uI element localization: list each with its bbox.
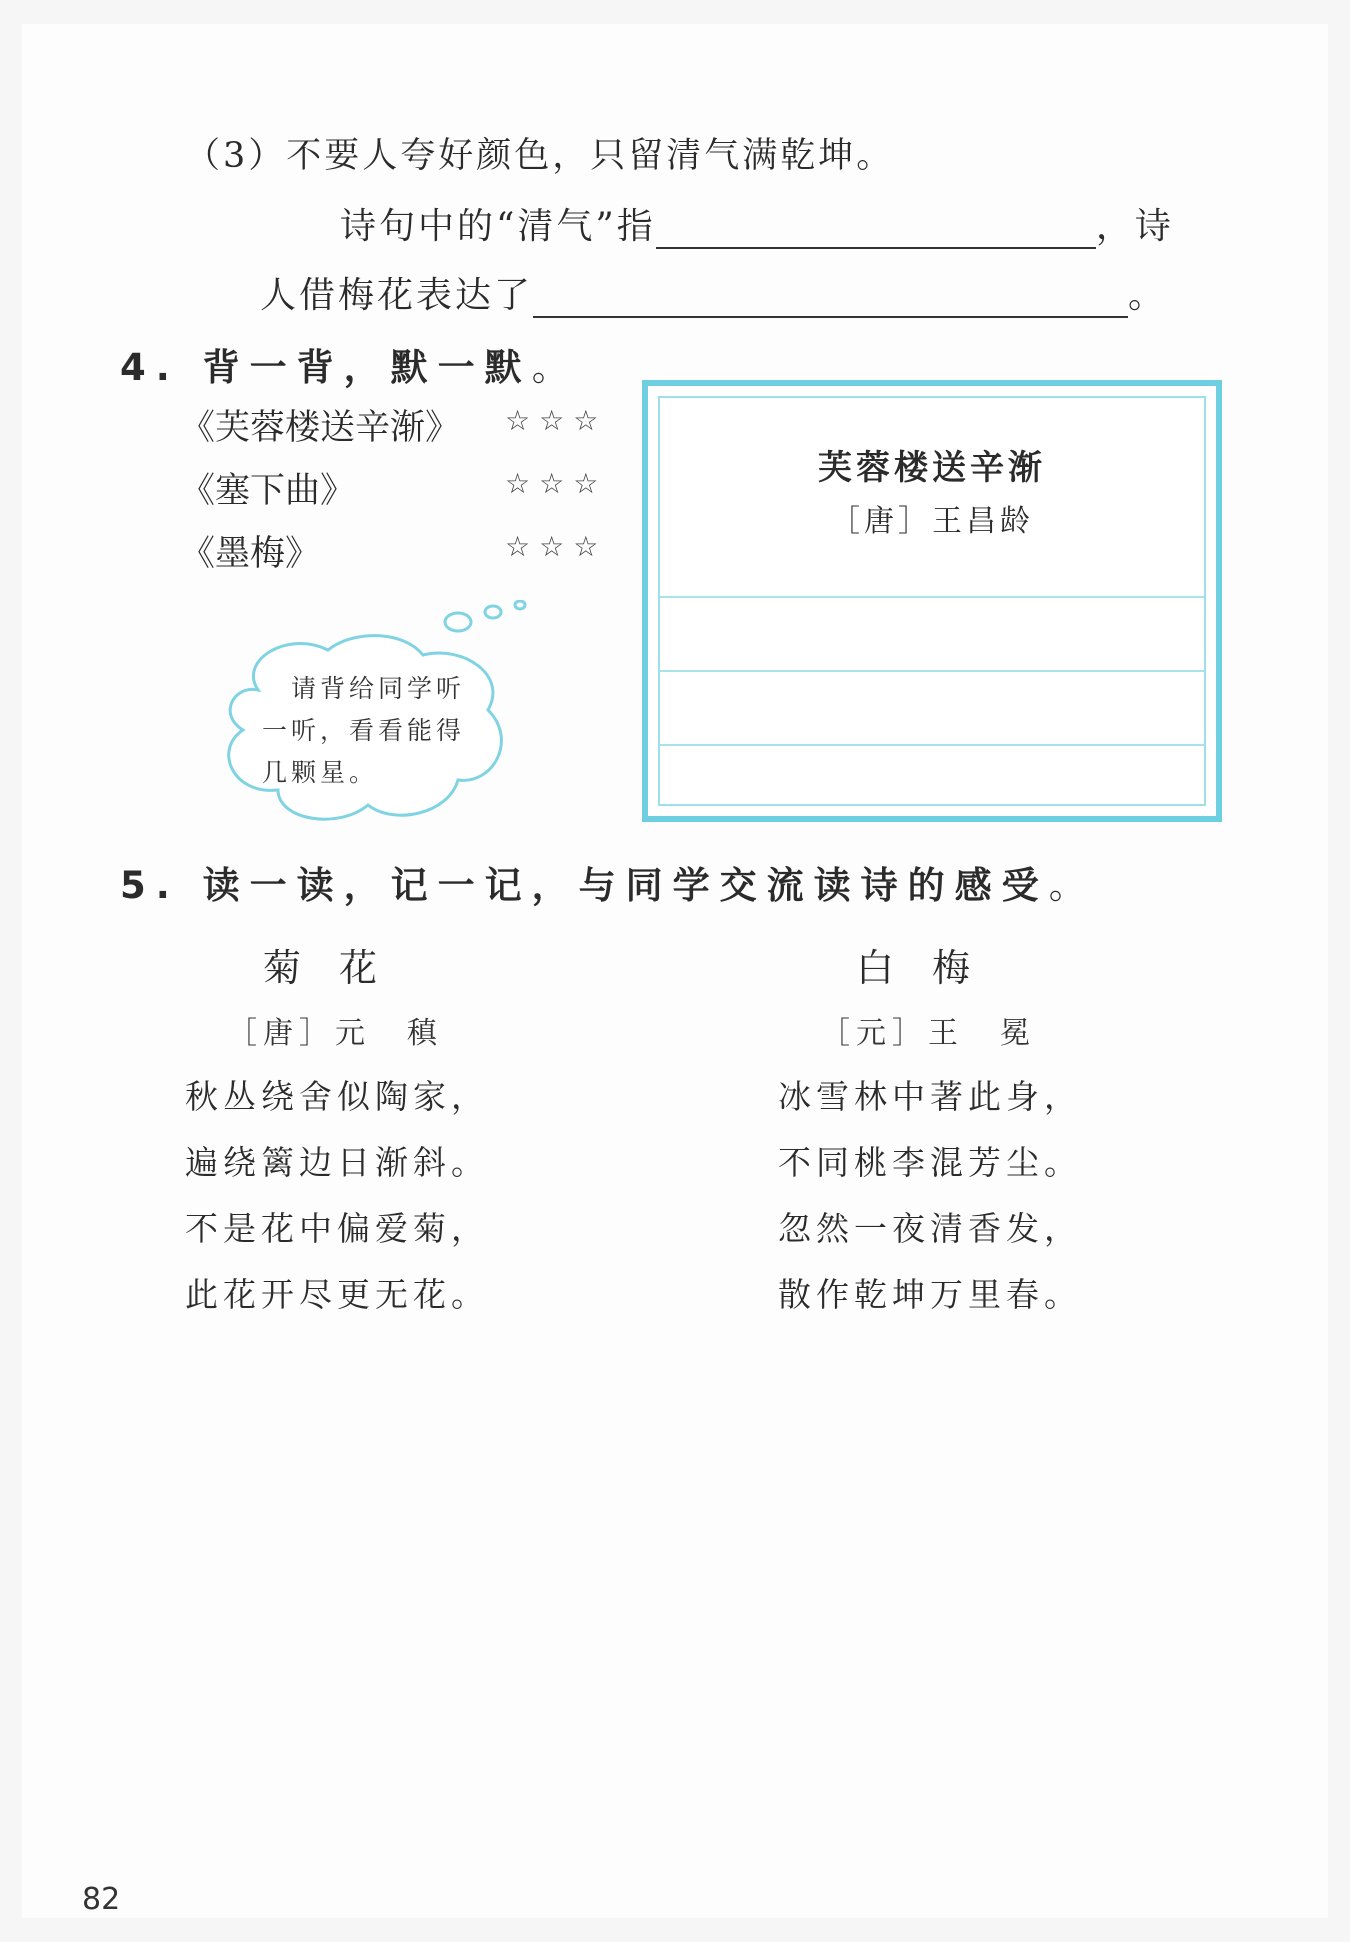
question-3-line2 — [260, 267, 1167, 318]
poem-line: 散作乾坤万里春。 — [778, 1275, 1082, 1314]
line1-suffix: ，诗 — [1095, 206, 1174, 247]
poem-left — [185, 937, 489, 1316]
section-5-title: 5. 读一读，记一记，与同学交流读诗的感受 — [120, 864, 1049, 907]
poem-line: 秋丛绕舍似陶家， — [185, 1077, 489, 1116]
dictation-box-inner — [658, 396, 1206, 806]
section-4-title: 4. 背一背，默一默 — [120, 346, 532, 389]
cloud-prompt-text: 请背给同学听一听，看看能得几颗星。 — [262, 674, 466, 787]
line2-suffix: 。 — [1128, 275, 1168, 316]
writing-line[interactable] — [660, 596, 1204, 598]
section-5-heading — [120, 855, 1096, 909]
poem-author: ［唐］元 稹 — [227, 1016, 443, 1051]
poem-right — [778, 937, 1082, 1316]
section-4-tail: 。 — [531, 346, 579, 389]
poem-name: 《芙蓉楼送辛渐》 — [180, 408, 461, 448]
answer-blank-2[interactable] — [533, 282, 1128, 318]
poem-title: 白梅 — [856, 946, 1009, 990]
writing-line[interactable] — [660, 670, 1204, 672]
poem-line: 冰雪林中著此身， — [778, 1077, 1082, 1116]
star-rating-icon[interactable]: ☆☆☆ — [505, 467, 608, 500]
poem-title: 菊花 — [263, 946, 416, 990]
poem-name: 《塞下曲》 — [180, 471, 356, 511]
list-item — [180, 463, 620, 526]
star-rating-icon[interactable]: ☆☆☆ — [505, 530, 608, 563]
dictation-box — [642, 380, 1222, 822]
section-5-tail: 。 — [1048, 864, 1096, 907]
star-rating-icon[interactable]: ☆☆☆ — [505, 404, 608, 437]
list-item — [180, 400, 620, 463]
writing-line[interactable] — [660, 744, 1204, 746]
poem-line: 此花开尽更无花。 — [185, 1275, 489, 1314]
question-3-text: （3）不要人夸好颜色，只留清气满乾坤。 — [185, 136, 895, 176]
box-poem-title: 芙蓉楼送辛渐 — [818, 448, 1046, 488]
poem-line: 不同桃李混芳尘。 — [778, 1143, 1082, 1182]
line2-prefix: 人借梅花表达了 — [260, 275, 534, 316]
list-item — [180, 526, 620, 589]
poem-author: ［元］王 冕 — [820, 1016, 1036, 1051]
section-4-heading — [120, 337, 579, 391]
poem-line: 遍绕篱边日渐斜。 — [185, 1143, 489, 1182]
line1-prefix: 诗句中的“清气”指 — [340, 206, 656, 247]
poem-recite-list — [180, 400, 620, 589]
box-poem-author: ［唐］王昌龄 — [830, 504, 1034, 539]
page-number: 82 — [82, 1882, 121, 1917]
poem-name: 《墨梅》 — [180, 534, 321, 574]
question-3-line1 — [340, 198, 1174, 249]
poem-line: 不是花中偏爱菊， — [185, 1209, 489, 1248]
answer-blank-1[interactable] — [656, 213, 1096, 249]
poem-line: 忽然一夜清香发， — [778, 1209, 1082, 1248]
